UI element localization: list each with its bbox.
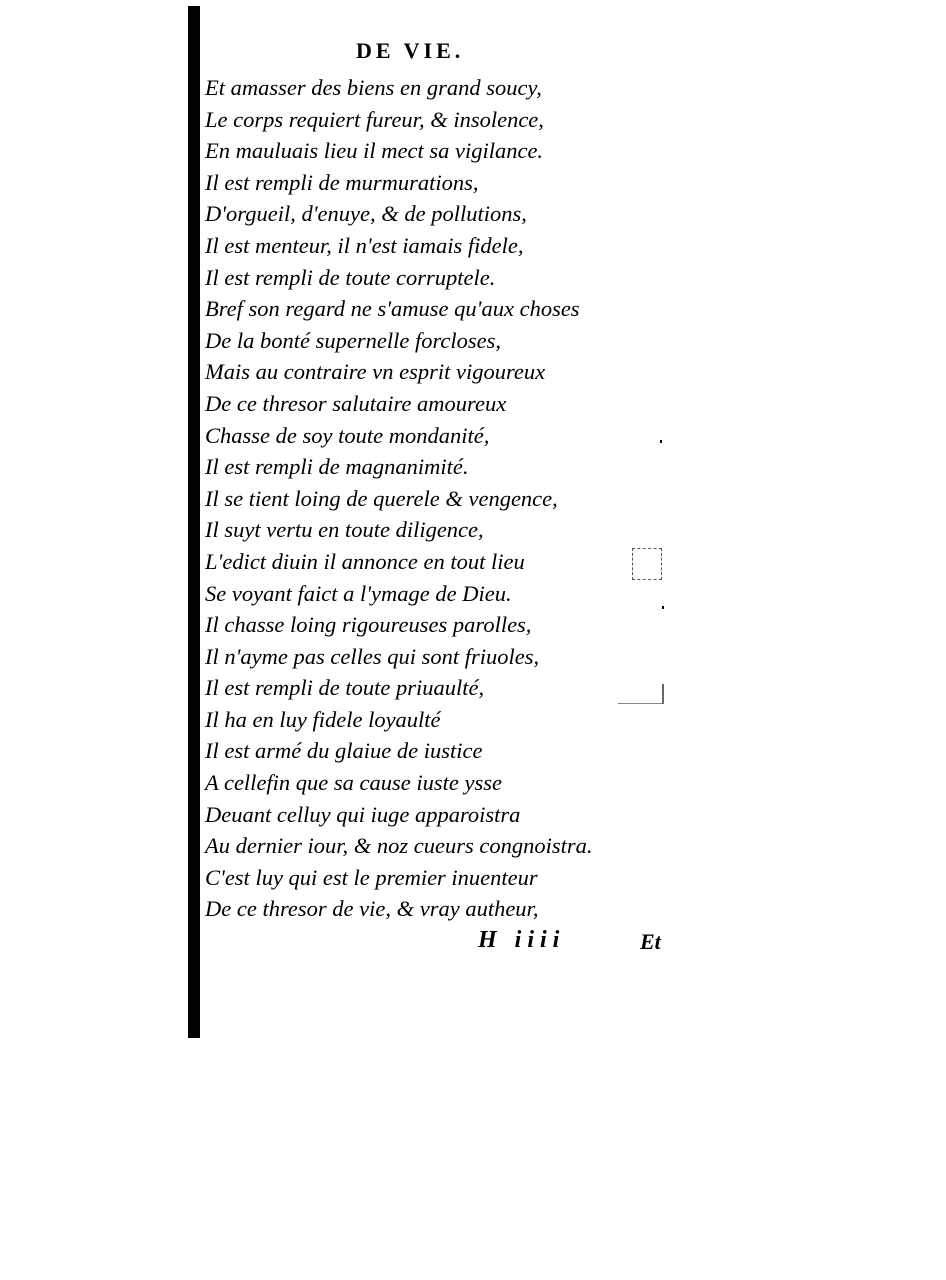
verse-line: En mauluais lieu il mect sa vigilance. <box>205 138 544 164</box>
verse-line: Deuant celluy qui iuge apparoistra <box>205 801 521 827</box>
verse-line: Se voyant faict a l'ymage de Dieu. <box>205 580 512 606</box>
catchword: Et <box>640 929 661 954</box>
verse-line: Chasse de soy toute mondanité, <box>205 422 490 448</box>
verse-line: Il est rempli de magnanimité. <box>205 454 469 480</box>
verse-line: Et amasser des biens en grand soucy, <box>205 75 542 100</box>
verse-line: A cellefin que sa cause iuste ysse <box>205 770 503 796</box>
verse-line: De ce thresor de vie, & vray autheur, <box>205 896 539 922</box>
verse-line: Mais au contraire vn esprit vigoureux <box>205 359 546 385</box>
scan-artifact <box>662 684 664 704</box>
verse-line: Il n'ayme pas celles qui sont friuoles, <box>205 643 540 669</box>
verse-line: D'orgueil, d'enuye, & de pollutions, <box>205 201 527 227</box>
verse-line: C'est luy qui est le premier inuenteur <box>205 864 538 890</box>
scan-artifact <box>662 606 664 609</box>
verse-line: Il suyt vertu en toute diligence, <box>205 517 484 543</box>
verse-line: Il se tient loing de querele & vengence, <box>205 485 558 511</box>
binding-shadow <box>188 6 200 1038</box>
verse-line: De la bonté supernelle forcloses, <box>205 327 501 353</box>
verse-line: Il chasse loing rigoureuses parolles, <box>205 612 532 638</box>
verse-line: Il est armé du glaiue de iustice <box>205 738 483 764</box>
scan-artifact <box>632 548 662 580</box>
scan-artifact <box>660 440 662 443</box>
scan-artifact <box>618 703 662 704</box>
running-head: DE VIE. <box>356 38 465 63</box>
verse-line: Au dernier iour, & noz cueurs congnoistra. <box>205 833 593 859</box>
verse-line: Le corps requiert fureur, & insolence, <box>205 106 544 132</box>
verse-line: Il est rempli de murmurations, <box>205 169 479 195</box>
verse-line: Il est menteur, il n'est iamais fidele, <box>205 232 524 258</box>
verse-text <box>205 72 593 925</box>
verse-line: L'edict diuin il annonce en tout lieu <box>205 548 525 574</box>
verse-line: Il est rempli de toute priuaulté, <box>205 675 485 701</box>
verse-line: De ce thresor salutaire amoureux <box>205 390 507 416</box>
verse-line: Bref son regard ne s'amuse qu'aux choses <box>205 296 580 322</box>
verse-line: Il ha en luy fidele loyaulté <box>205 706 441 732</box>
signature-mark: H iiii <box>478 927 566 953</box>
verse-line: Il est rempli de toute corruptele. <box>205 264 496 290</box>
